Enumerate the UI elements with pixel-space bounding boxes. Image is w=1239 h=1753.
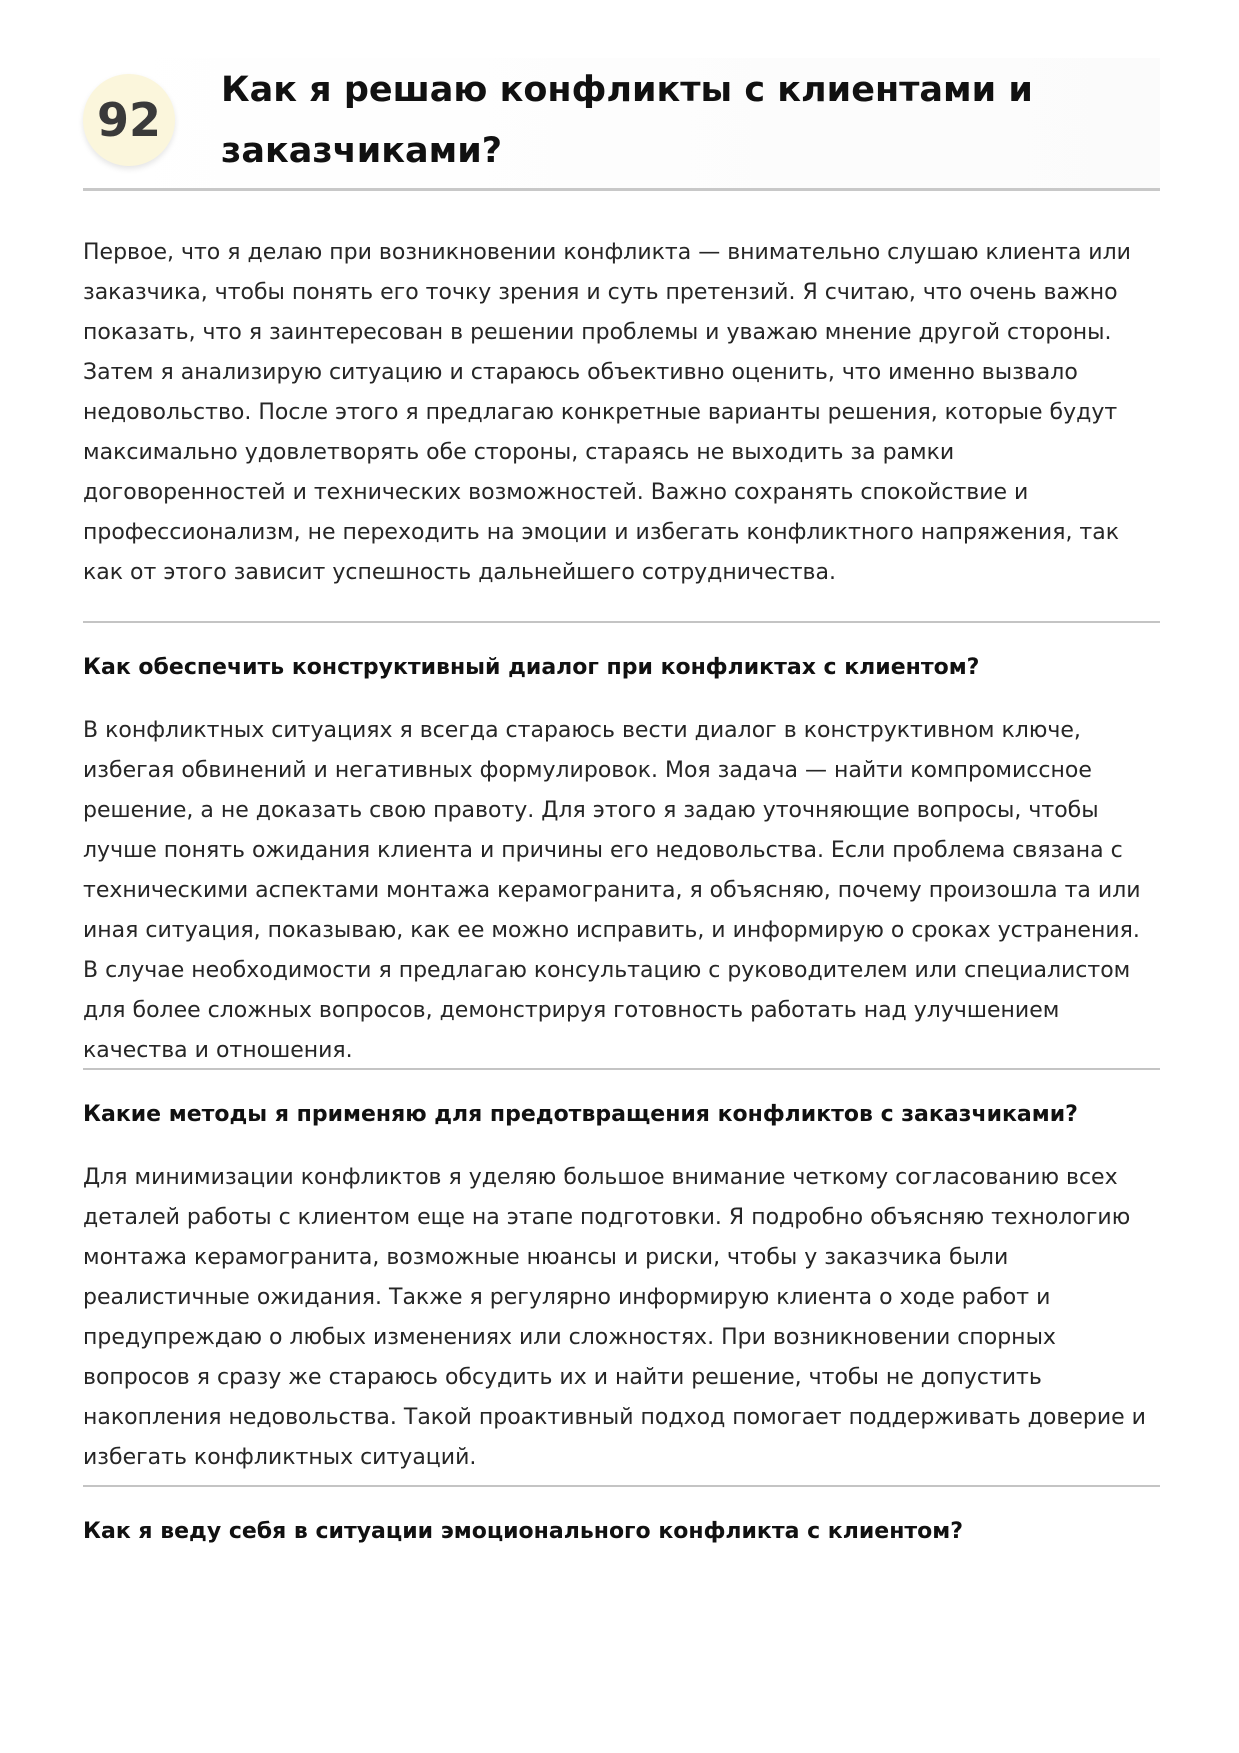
intro-paragraph: Первое, что я делаю при возникновении конфликта — внимательно слушаю клиента или заказчика, чтобы понять его точку зрения и суть претензий. Я считаю, что очень важно показать, что я заинтересован в решении проблемы и уважаю мнение другой стороны. Затем я анализирую ситуацию и стараюсь объективно оценить, что именно вызвало недовольство. После этого я предлагаю конкретные варианты решения, которые будут максимально удовлетворять обе стороны, стараясь не выходить за рамки договоренностей и технических возможностей. Важно сохранять спокойствие и профессионализм, не переходить на эмоции и избегать конфликтного напряжения, так как от этого зависит успешность дальнейшего сотрудничества. [83,240,1131,585]
document-page [83,0,1160,1548]
qa-section [83,652,1160,1068]
section-question: Какие методы я применяю для предотвращения конфликтов с заказчиками? [83,1102,1078,1127]
qa-section [83,1516,1160,1548]
section-divider [83,1485,1160,1487]
page-header [83,58,1160,191]
section-question: Как я веду себя в ситуации эмоционального конфликта с клиентом? [83,1519,963,1544]
section-answer: Для минимизации конфликтов я уделяю большое внимание четкому согласованию всех деталей работы с клиентом еще на этапе подготовки. Я подробно объясняю технологию монтажа керамогранита, возможные нюансы и риски, чтобы у заказчика были реалистичные ожидания. Также я регулярно информирую клиента о ходе работ и предупреждаю о любых изменениях или сложностях. При возникновении спорных вопросов я сразу же стараюсь обсудить их и найти решение, чтобы не допустить накопления недовольства. Такой проактивный подход помогает поддерживать доверие и избегать конфликтных ситуаций. [83,1165,1146,1470]
section-divider [83,621,1160,623]
page-title: Как я решаю конфликты с клиентами и заказчиками? [221,70,1033,171]
section-answer: В конфликтных ситуациях я всегда стараюсь вести диалог в конструктивном ключе, избегая обвинений и негативных формулировок. Моя задача — найти компромиссное решение, а не доказать свою правоту. Для этого я задаю уточняющие вопросы, чтобы лучше понять ожидания клиента и причины его недовольства. Если проблема связана с техническими аспектами монтажа керамогранита, я объясняю, почему произошла та или иная ситуация, показываю, как ее можно исправить, и информирую о сроках устранения. В случае необходимости я предлагаю консультацию с руководителем или специалистом для более сложных вопросов, демонстрируя готовность работать над улучшением качества и отношения. [83,718,1141,1063]
question-number-badge: 92 [83,74,175,166]
qa-section [83,1099,1160,1485]
section-question: Как обеспечить конструктивный диалог при конфликтах с клиентом? [83,655,980,680]
